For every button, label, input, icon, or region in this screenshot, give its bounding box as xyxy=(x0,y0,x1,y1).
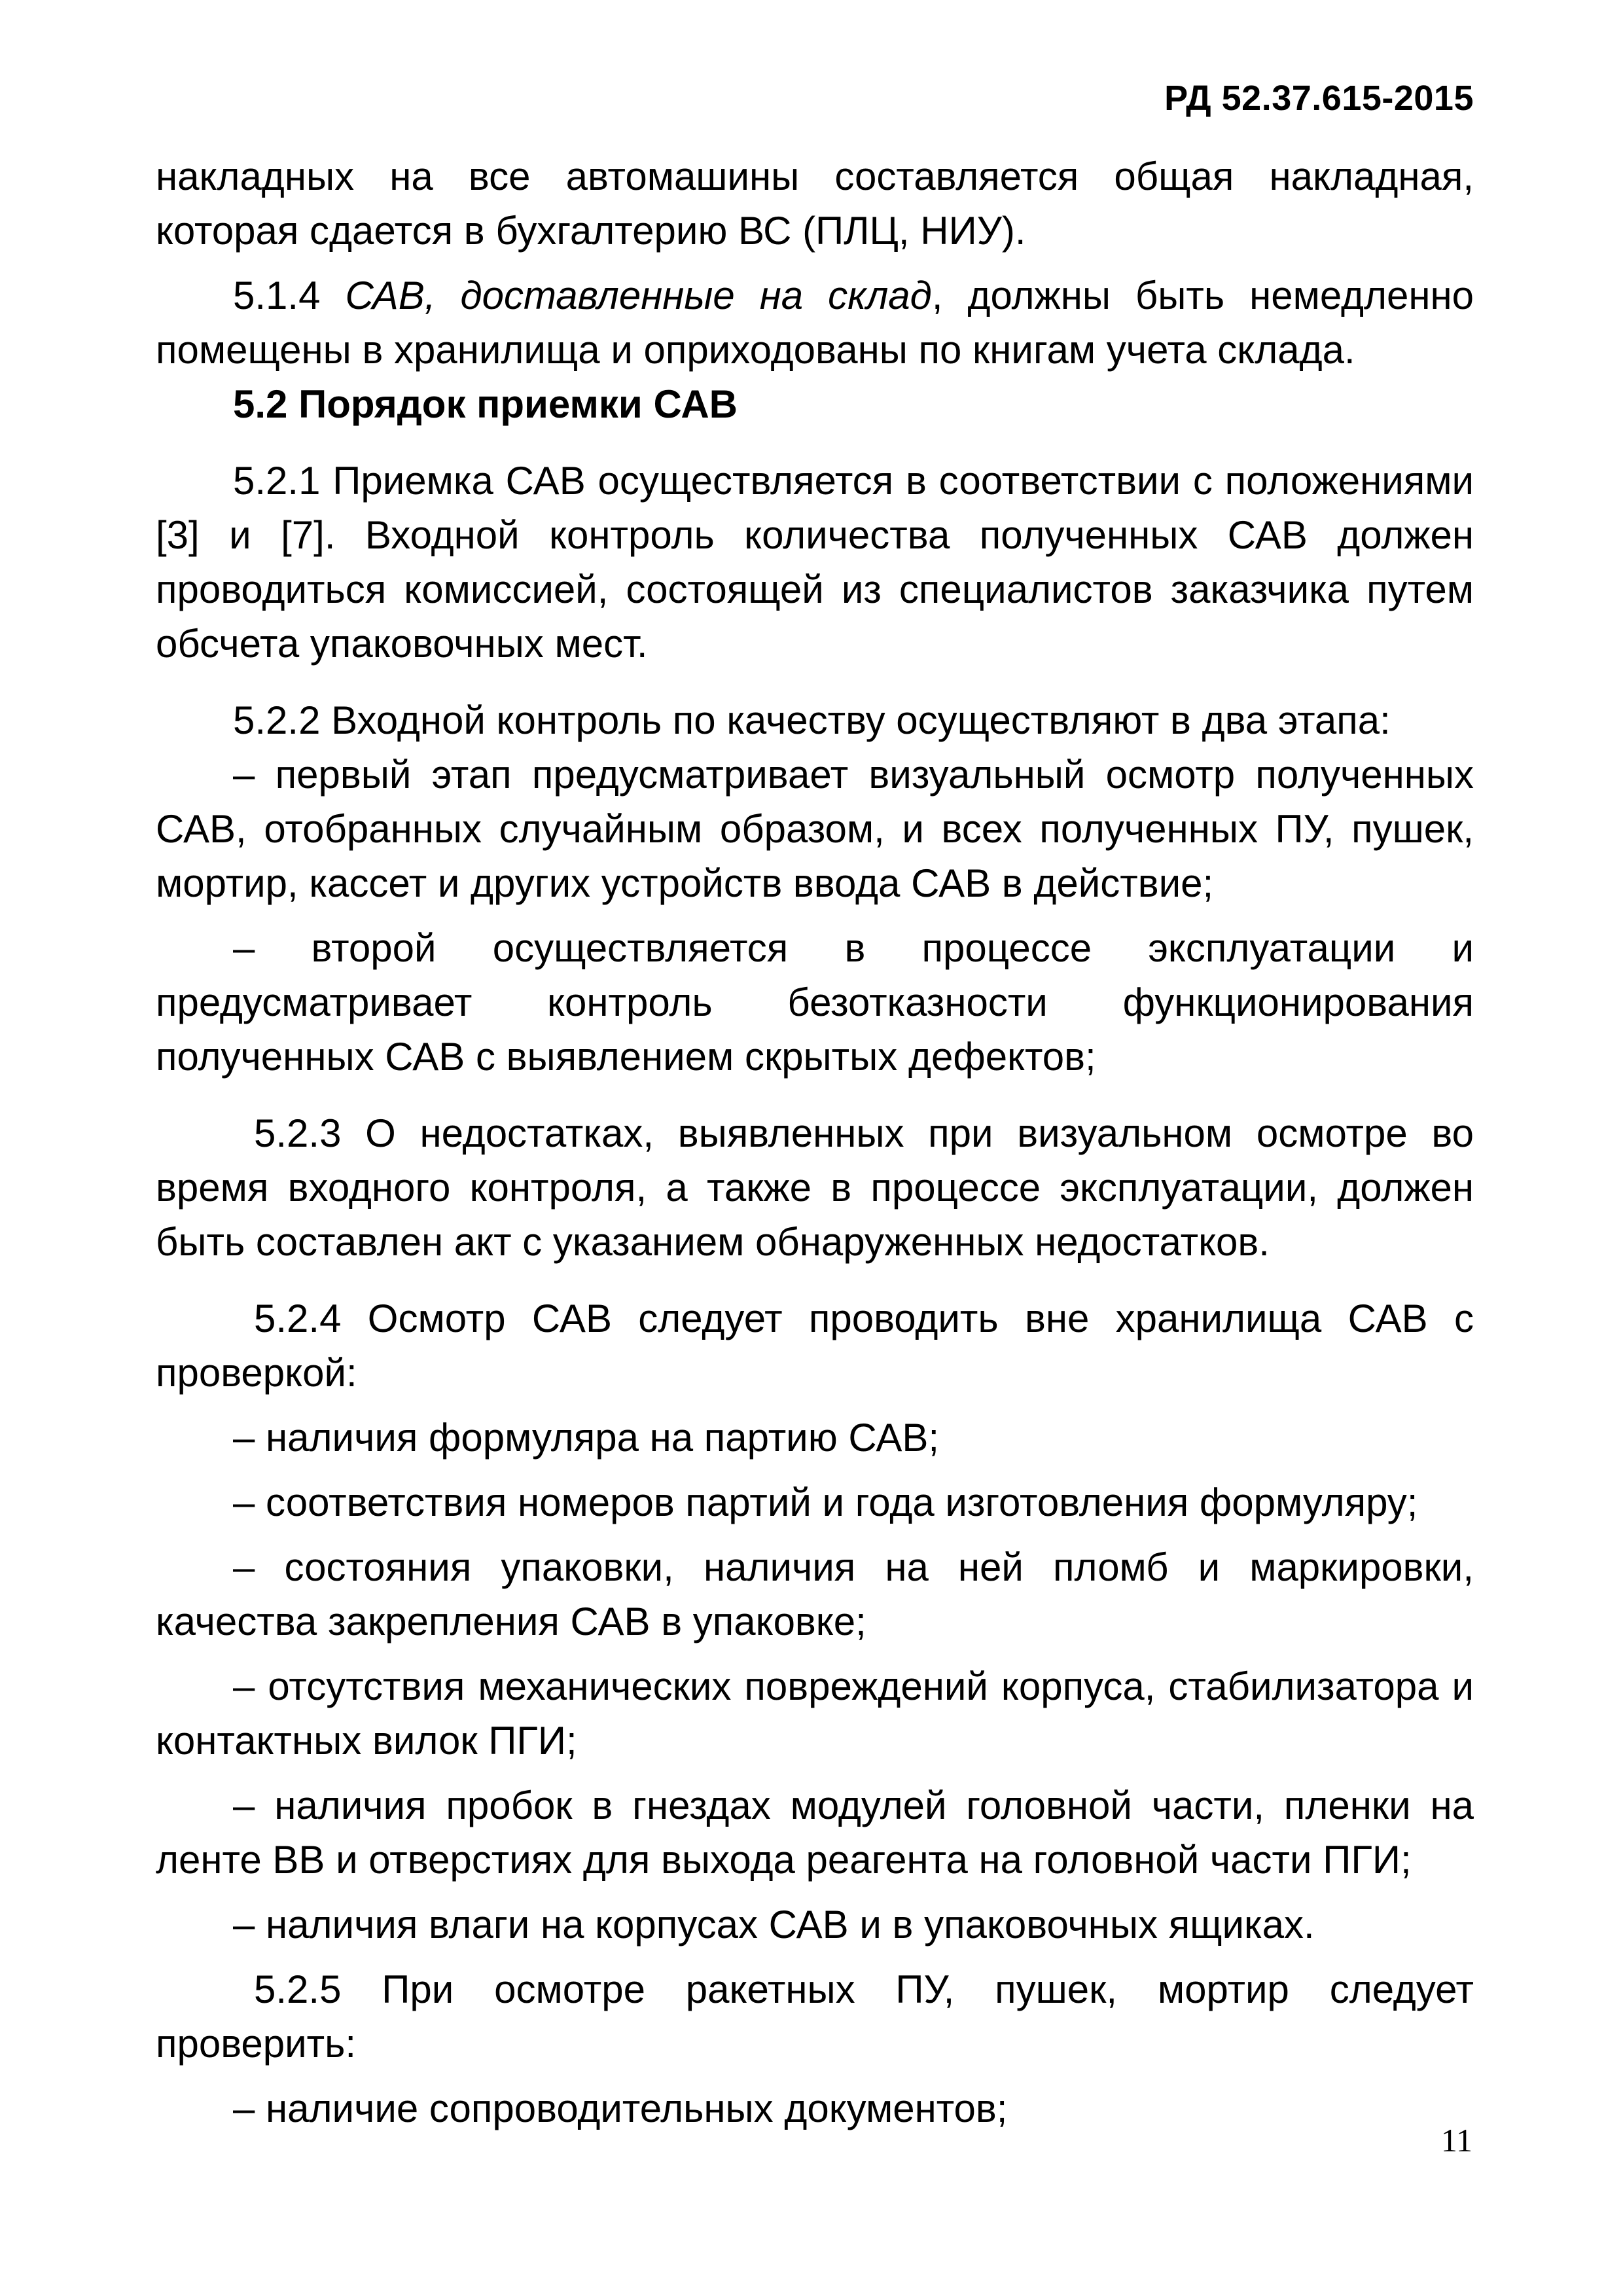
paragraph-5-1-4 xyxy=(156,268,1474,377)
list-item: – наличия пробок в гнездах модулей головной части, пленки на ленте ВВ и отверстиях для выхода реагента на головной части ПГИ; xyxy=(156,1784,1474,1882)
section-heading-5-2: 5.2 Порядок приемки САВ xyxy=(233,382,738,426)
paragraph-5-2-3: 5.2.3 О недостатках, выявленных при визуальном осмотре во время входного контроля, а также в процессе эксплуатации, должен быть составлен акт с указанием обнаруженных недостатков. xyxy=(156,1111,1474,1264)
list-item: – наличия влаги на корпусах САВ и в упаковочных ящиках. xyxy=(233,1903,1315,1946)
paragraph-5-2-2: 5.2.2 Входной контроль по качеству осуществляют в два этапа: xyxy=(233,698,1391,742)
document-code: РД 52.37.615-2015 xyxy=(1164,79,1474,118)
paragraph-text: , должны быть немедленно помещены в хранилища и оприходованы по книгам учета склада. xyxy=(156,274,1474,372)
emphasized-text: САВ, доставленные на склад xyxy=(345,274,932,317)
list-item: – наличия формуляра на партию САВ; xyxy=(233,1416,940,1460)
document-body xyxy=(156,149,1474,2136)
list-item-stage-2: – второй осуществляется в процессе эксплуатации и предусматривает контроль безотказности функционирования полученных САВ с выявлением скрытых дефектов; xyxy=(156,926,1474,1079)
list-item: – отсутствия механических повреждений корпуса, стабилизатора и контактных вилок ПГИ; xyxy=(156,1664,1474,1763)
list-item: – соответствия номеров партий и года изготовления формуляру; xyxy=(233,1480,1418,1524)
paragraph-5-2-5: 5.2.5 При осмотре ракетных ПУ, пушек, мортир следует проверить: xyxy=(156,1967,1474,2066)
paragraph-5-2-1: 5.2.1 Приемка САВ осуществляется в соответствии с положениями [3] и [7]. Входной контроль количества полученных САВ должен проводиться комиссией, состоящей из специалистов заказчика путем обсчета упаковочных мест. xyxy=(156,459,1474,666)
list-item-stage-1: – первый этап предусматривает визуальный осмотр полученных САВ, отобранных случайным образом, и всех полученных ПУ, пушек, мортир, кассет и других устройств ввода САВ в действие; xyxy=(156,753,1474,905)
paragraph-5-2-4: 5.2.4 Осмотр САВ следует проводить вне хранилища САВ с проверкой: xyxy=(156,1297,1474,1395)
list-item: – наличие сопроводительных документов; xyxy=(233,2087,1008,2130)
paragraph-number: 5.1.4 xyxy=(233,274,346,317)
paragraph-continuation: накладных на все автомашины составляется общая накладная, которая сдается в бухгалтерию ВС (ПЛЦ, НИУ). xyxy=(156,154,1474,253)
list-item: – состояния упаковки, наличия на ней пломб и маркировки, качества закрепления САВ в упаковке; xyxy=(156,1545,1474,1643)
page-number: 11 xyxy=(1440,2122,1472,2159)
